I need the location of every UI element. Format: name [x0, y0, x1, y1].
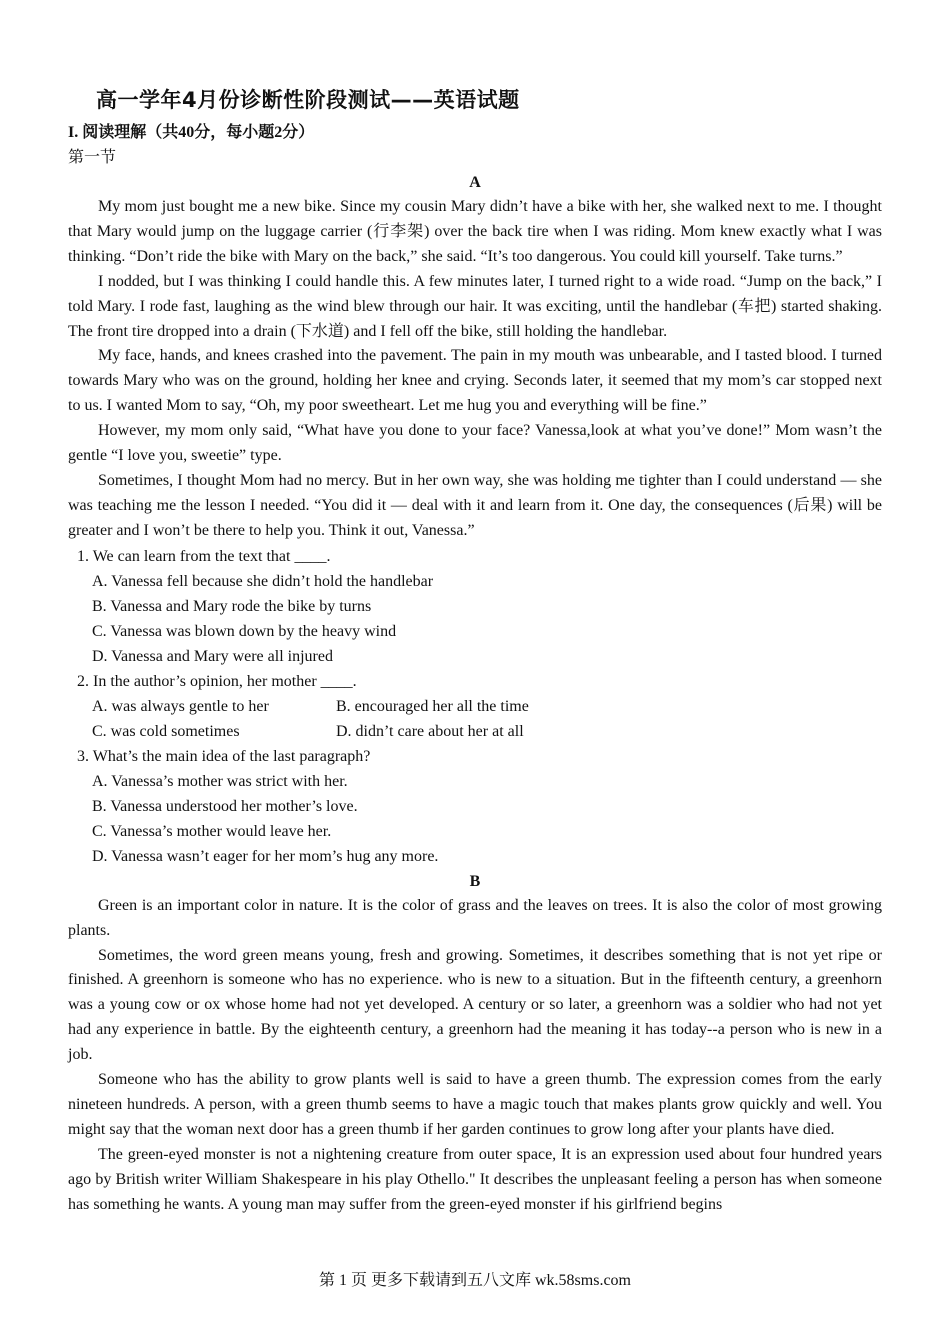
- passage-b-paragraph-4: The green-eyed monster is not a nightening creature from outer space, It is an expression used about four hundred years ago by British writer William Shakespeare in his play Othello." It describes the unpleasant feeling a person has when someone has something he wants. A young man may suffer from the green-eyed monster if his girlfriend begins: [68, 1145, 882, 1213]
- section-heading: I. 阅读理解（共40分，每小题2分）: [68, 124, 315, 141]
- question-2-options-row-2: [68, 719, 882, 744]
- question-3-option-c: C. Vanessa’s mother would leave her.: [92, 822, 332, 840]
- question-1: 1. We can learn from the text that ____.: [77, 547, 331, 565]
- question-3-option-b: B. Vanessa understood her mother’s love.: [92, 797, 358, 815]
- passage-a-label: A: [469, 174, 481, 191]
- page-footer: 第 1 页 更多下载请到五八文库 wk.58sms.com: [318, 1272, 631, 1289]
- passage-b-paragraph-3: Someone who has the ability to grow plants well is said to have a green thumb. The expression comes from the early nineteen hundreds. A person, with a green thumb seems to have a magic touch that makes plants grow quickly and well. You might say that the woman next door has a green thumb if her garden continues to grow long after your plants have died.: [68, 1071, 882, 1138]
- passage-a-paragraph-2: I nodded, but I was thinking I could handle this. A few minutes later, I turned right to a wide road. “Jump on the back,” I told Mary. I rode fast, laughing as the wind blew through our hair. It was exciting, until the handlebar (车把) started shaking. The front tire dropped into a drain (下水道) and I fell off the bike, still holding the handlebar.: [68, 272, 882, 340]
- subsection-heading: 第一节: [68, 149, 117, 166]
- question-3-option-d: D. Vanessa wasn’t eager for her mom’s hug any more.: [92, 847, 439, 865]
- question-3: 3. What’s the main idea of the last paragraph?: [77, 747, 371, 765]
- question-2: 2. In the author’s opinion, her mother ____.: [77, 672, 357, 690]
- question-2-options-row-1: [68, 694, 882, 719]
- page-title: 高一学年4月份诊断性阶段测试——英语试题: [96, 88, 520, 112]
- question-2-option-b: B. encouraged her all the time: [336, 697, 529, 715]
- question-2-option-d: D. didn’t care about her at all: [336, 722, 524, 740]
- passage-a-paragraph-3: My face, hands, and knees crashed into the pavement. The pain in my mouth was unbearable, and I tasted blood. I turned towards Mary who was on the ground, holding her knee and crying. Seconds later, it seemed that my mom’s car stopped next to us. I wanted Mom to say, “Oh, my poor sweetheart. Let me hug you and everything will be fine.”: [68, 347, 882, 415]
- question-2-option-c: C. was cold sometimes: [92, 722, 240, 740]
- passage-b-label: B: [469, 872, 481, 890]
- question-1-option-c: C. Vanessa was blown down by the heavy wind: [92, 622, 397, 640]
- question-1-option-d: D. Vanessa and Mary were all injured: [92, 647, 333, 665]
- question-3-option-a: A. Vanessa’s mother was strict with her.: [92, 772, 348, 790]
- passage-a-paragraph-1: My mom just bought me a new bike. Since my cousin Mary didn’t have a bike with her, she walked next to me. I thought that Mary would jump on the luggage carrier (行李架) over the back tire when I was riding. Mom knew exactly what I was thinking. “Don’t ride the bike with Mary on the back,” she said. “It’s too dangerous. You could kill yourself. Take turns.”: [68, 198, 882, 265]
- question-1-option-b: B. Vanessa and Mary rode the bike by turns: [92, 597, 372, 615]
- question-1-option-a: A. Vanessa fell because she didn’t hold the handlebar: [92, 572, 434, 590]
- passage-b-paragraph-1: Green is an important color in nature. It is the color of grass and the leaves on trees. It is also the color of most growing plants.: [68, 896, 882, 939]
- passage-a-paragraph-5: Sometimes, I thought Mom had no mercy. But in her own way, she was holding me tighter than I could understand — she was teaching me the lesson I needed. “You did it — deal with it and learn from it. One day, the consequences (后果) will be greater and I won’t be there to help you. Think it out, Vanessa.”: [68, 471, 882, 539]
- question-2-option-a: A. was always gentle to her: [92, 697, 269, 715]
- passage-b-paragraph-2: Sometimes, the word green means young, fresh and growing. Sometimes, it describes something that is not yet ripe or finished. A greenhorn is someone who has no experience. who is new to a situation. But in the fifteenth century, a greenhorn was a young cow or ox whose home had not yet developed. A century or so later, a greenhorn was a soldier who had not yet had any experience in battle. By the eighteenth century, a greenhorn had the meaning it has today--a person who is new in a job.: [68, 946, 882, 1064]
- document-page: [68, 80, 882, 1217]
- passage-a-paragraph-4: However, my mom only said, “What have you done to your face? Vanessa,look at what you’ve done!” Mom wasn’t the gentle “I love you, sweetie” type.: [68, 422, 882, 465]
